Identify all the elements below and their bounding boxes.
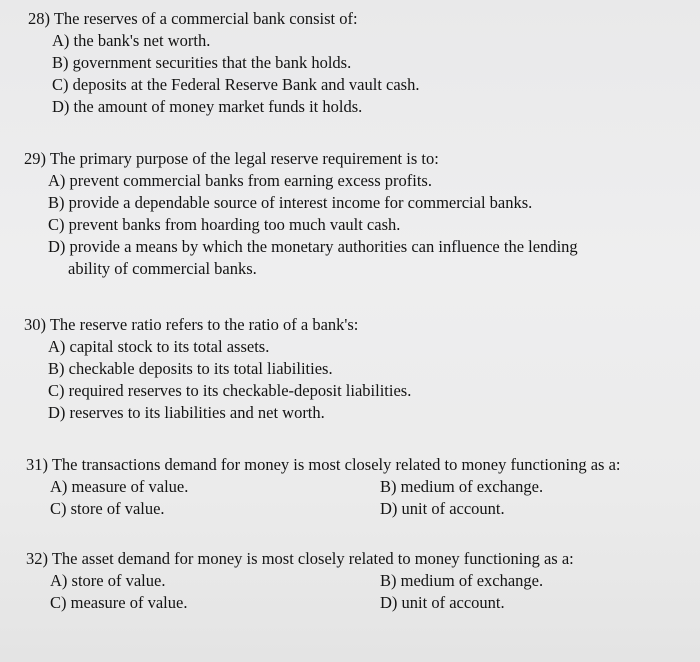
option-c: C) prevent banks from hoarding too much vault cash. (48, 215, 401, 234)
option-d: D) reserves to its liabilities and net worth. (48, 403, 325, 422)
question-number: 29) (24, 149, 46, 168)
option-a: A) capital stock to its total assets. (48, 337, 270, 356)
option-a: A) store of value. (50, 571, 166, 590)
question-number: 32) (26, 549, 48, 568)
option-c: C) store of value. (50, 499, 165, 518)
option-c: C) required reserves to its checkable-deposit liabilities. (48, 381, 412, 400)
question-30 (24, 314, 411, 424)
option-d-continuation: ability of commercial banks. (68, 259, 257, 278)
question-text: The transactions demand for money is most closely related to money functioning as a: (51, 455, 621, 474)
question-number: 30) (24, 315, 46, 334)
question-32 (26, 548, 640, 614)
answer-options (24, 336, 411, 424)
question-number: 28) (28, 9, 50, 28)
question-stem (24, 148, 578, 170)
option-d: D) unit of account. (380, 499, 505, 518)
question-31 (26, 454, 640, 520)
question-text: The primary purpose of the legal reserve requirement is to: (49, 149, 439, 168)
option-d: D) the amount of money market funds it holds. (52, 97, 363, 116)
question-text: The asset demand for money is most closely related to money functioning as a: (51, 549, 574, 568)
question-stem (24, 314, 411, 336)
answer-options (26, 570, 640, 614)
question-stem (26, 548, 640, 570)
option-d (48, 236, 578, 280)
option-b: B) medium of exchange. (380, 477, 544, 496)
answer-options (26, 476, 640, 520)
option-c: C) measure of value. (50, 593, 188, 612)
option-d-text: D) provide a means by which the monetary authorities can influence the lending (48, 237, 578, 256)
option-a: A) measure of value. (50, 477, 189, 496)
option-b: B) medium of exchange. (380, 571, 544, 590)
option-b: B) government securities that the bank holds. (52, 53, 352, 72)
question-number: 31) (26, 455, 48, 474)
option-d: D) unit of account. (380, 593, 505, 612)
option-c: C) deposits at the Federal Reserve Bank and vault cash. (52, 75, 420, 94)
option-b: B) provide a dependable source of interest income for commercial banks. (48, 193, 533, 212)
option-b: B) checkable deposits to its total liabilities. (48, 359, 333, 378)
question-stem (28, 8, 419, 30)
option-a: A) prevent commercial banks from earning excess profits. (48, 171, 432, 190)
option-a: A) the bank's net worth. (52, 31, 211, 50)
question-text: The reserve ratio refers to the ratio of a bank's: (49, 315, 359, 334)
answer-options (28, 30, 419, 118)
question-text: The reserves of a commercial bank consist of: (53, 9, 358, 28)
answer-options (24, 170, 578, 280)
question-stem (26, 454, 640, 476)
question-29 (24, 148, 578, 280)
question-28 (28, 8, 419, 118)
